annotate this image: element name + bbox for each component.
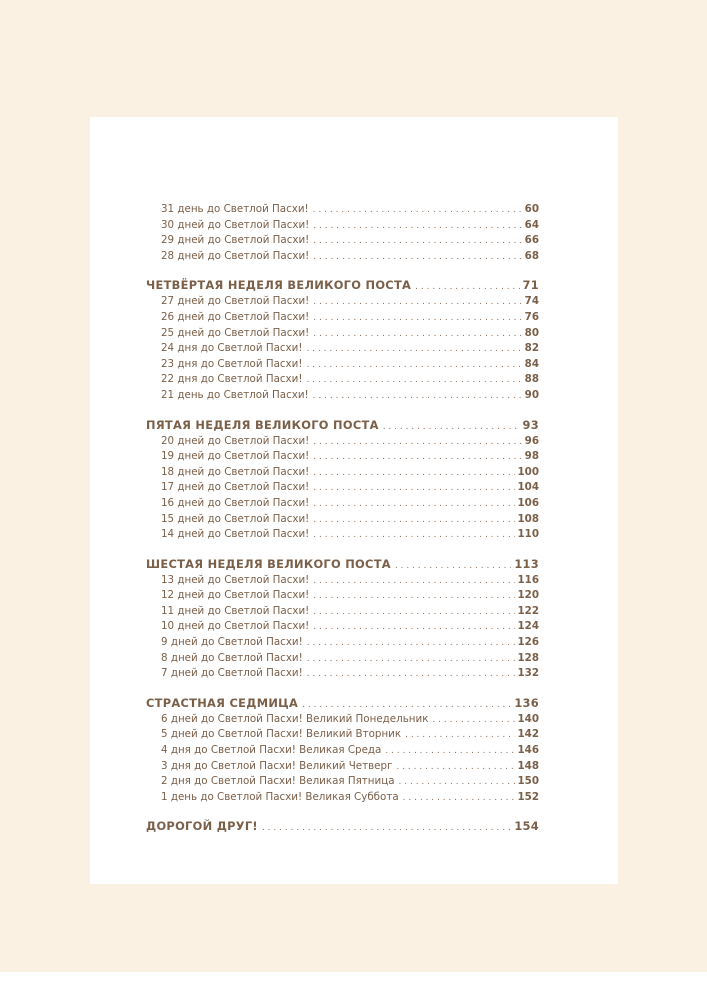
toc-entry-page: 98 <box>524 450 539 463</box>
dot-leader <box>313 513 514 529</box>
toc-entry-title: 31 день до Светлой Пасхи! <box>161 203 309 215</box>
toc-entry-page: 100 <box>517 465 539 478</box>
dot-leader <box>313 234 521 250</box>
toc-entry-page: 152 <box>517 790 539 803</box>
toc-entry-title: 11 дней до Светлой Пасхи! <box>161 604 310 617</box>
dot-leader <box>307 652 515 668</box>
dot-leader <box>383 419 520 436</box>
toc-entry-page: 74 <box>524 295 539 308</box>
toc-entry-page: 82 <box>524 342 539 355</box>
toc-entry-title: 26 дней до Светлой Пасхи! <box>161 310 310 323</box>
dot-leader <box>306 358 521 374</box>
dot-leader <box>306 342 521 358</box>
toc-entry[interactable] <box>146 527 539 543</box>
toc-entry-title: 30 дней до Светлой Пасхи! <box>161 218 310 231</box>
toc-entry[interactable] <box>146 357 539 373</box>
toc-entry-title: 10 дней до Светлой Пасхи! <box>161 620 310 633</box>
toc-entry[interactable] <box>146 573 539 589</box>
toc-entry-title: 21 день до Светлой Пасхи! <box>161 388 309 401</box>
dot-leader <box>313 311 521 327</box>
toc-entry[interactable] <box>146 619 539 635</box>
toc-entry-page: 150 <box>517 775 539 788</box>
toc-entry-page: 116 <box>517 573 539 586</box>
toc-entry-title: 19 дней до Светлой Пасхи! <box>161 450 310 463</box>
toc-section-fourth-week[interactable] <box>146 277 539 294</box>
toc-section-page: 71 <box>522 278 539 293</box>
toc-entry-title: 12 дней до Светлой Пасхи! <box>161 589 310 602</box>
toc-entry[interactable] <box>146 666 539 682</box>
toc-section-fifth-week[interactable] <box>146 417 539 434</box>
toc-entry-title: 4 дня до Светлой Пасхи! Великая Среда <box>161 744 382 757</box>
toc-entry-page: 110 <box>517 528 539 541</box>
toc-entry-page: 88 <box>524 373 539 386</box>
dot-leader <box>313 528 514 544</box>
dot-leader <box>313 219 521 235</box>
toc-entry-title: 28 дней до Светлой Пасхи! <box>161 249 310 262</box>
toc-entry-title: 23 дня до Светлой Пасхи! <box>161 357 303 370</box>
toc-entry-page: 76 <box>524 310 539 323</box>
toc-entry[interactable] <box>146 480 539 496</box>
dot-leader <box>313 203 522 219</box>
dot-leader <box>432 713 514 729</box>
toc-entry[interactable] <box>146 512 539 528</box>
dot-leader <box>262 820 511 837</box>
toc-entry-page: 80 <box>524 326 539 339</box>
toc-entry[interactable] <box>146 434 539 450</box>
toc-entry-title: 18 дней до Светлой Пасхи! <box>161 465 310 478</box>
toc-entry-page: 68 <box>524 249 539 262</box>
toc-entry-title: 1 день до Светлой Пасхи! Великая Суббота <box>161 790 399 803</box>
toc-entry-page: 142 <box>517 728 539 741</box>
document-page <box>90 117 618 884</box>
dot-leader <box>313 466 514 482</box>
dot-leader <box>313 295 521 311</box>
toc-entry[interactable] <box>146 294 539 310</box>
dot-leader <box>307 636 515 652</box>
toc-entry[interactable] <box>146 604 539 620</box>
dot-leader <box>313 435 521 451</box>
toc-entry-title: 9 дней до Светлой Пасхи! <box>161 636 303 649</box>
dot-leader <box>313 250 521 266</box>
bottom-strip <box>0 972 707 1000</box>
dot-leader <box>396 760 514 776</box>
toc-entry-page: 124 <box>517 620 539 633</box>
dot-leader <box>307 667 515 683</box>
toc-entry[interactable] <box>146 496 539 512</box>
toc-entry[interactable] <box>146 759 539 775</box>
toc-entry-page: 120 <box>517 589 539 602</box>
section-gap <box>146 682 539 695</box>
toc-entry-title: 15 дней до Светлой Пасхи! <box>161 512 310 525</box>
toc-entry-title: 2 дня до Светлой Пасхи! Великая Пятница <box>161 775 395 788</box>
toc-entry-page: 126 <box>517 636 539 649</box>
toc-entry-title: 13 дней до Светлой Пасхи! <box>161 573 310 586</box>
dot-leader <box>415 279 519 296</box>
toc-entry-title: 24 дня до Светлой Пасхи! <box>161 342 303 355</box>
toc-entry-page: 64 <box>524 218 539 231</box>
dot-leader <box>313 450 521 466</box>
toc-entry[interactable] <box>146 727 539 743</box>
toc-entry[interactable] <box>146 743 539 759</box>
toc-entry[interactable] <box>146 465 539 481</box>
toc-section-title: СТРАСТНАЯ СЕДМИЦА <box>146 695 299 710</box>
toc-entry[interactable] <box>146 202 539 218</box>
dot-leader <box>313 620 514 636</box>
toc-entry-page: 90 <box>524 388 539 401</box>
section-gap <box>146 805 539 818</box>
dot-leader <box>313 481 514 497</box>
dot-leader <box>395 558 511 575</box>
toc-entry-page: 148 <box>517 759 539 772</box>
toc-entry[interactable] <box>146 233 539 249</box>
toc-entry[interactable] <box>146 651 539 667</box>
toc-entry-title: 14 дней до Светлой Пасхи! <box>161 528 310 541</box>
toc-entry-title: 7 дней до Светлой Пасхи! <box>161 667 303 680</box>
toc-entry-title: 16 дней до Светлой Пасхи! <box>161 496 310 509</box>
toc-entry-page: 106 <box>517 496 539 509</box>
dot-leader <box>306 373 521 389</box>
toc-entry-page: 122 <box>517 604 539 617</box>
toc-section-title: ПЯТАЯ НЕДЕЛЯ ВЕЛИКОГО ПОСТА <box>146 417 379 432</box>
toc-entry-page: 146 <box>517 744 539 757</box>
toc-entry-title: 6 дней до Светлой Пасхи! Великий Понедельник <box>161 712 429 725</box>
toc-section-title: ЧЕТВЁРТАЯ НЕДЕЛЯ ВЕЛИКОГО ПОСТА <box>146 278 412 293</box>
dot-leader <box>313 605 514 621</box>
toc-entry[interactable] <box>146 249 539 265</box>
toc-entry[interactable] <box>146 588 539 604</box>
toc-entry[interactable] <box>146 326 539 342</box>
toc-entry[interactable] <box>146 635 539 651</box>
toc-entry-page: 96 <box>524 434 539 447</box>
toc-section-holy-week[interactable] <box>146 695 539 712</box>
toc-section-dear-friend[interactable] <box>146 818 539 835</box>
dot-leader <box>313 389 522 405</box>
toc-entry[interactable] <box>146 712 539 728</box>
dot-leader <box>313 327 521 343</box>
toc-entry-title: 29 дней до Светлой Пасхи! <box>161 234 310 247</box>
toc-entry-title: 5 дней до Светлой Пасхи! Великий Вторник <box>161 728 402 741</box>
toc-entry-page: 104 <box>517 481 539 494</box>
section-gap <box>146 543 539 556</box>
toc-entry[interactable] <box>146 774 539 790</box>
toc-entry-title: 17 дней до Светлой Пасхи! <box>161 481 310 494</box>
toc-section-title: ДОРОГОЙ ДРУГ! <box>146 819 258 834</box>
dot-leader <box>399 775 515 791</box>
toc-entry-page: 66 <box>524 234 539 247</box>
dot-leader <box>313 589 514 605</box>
dot-leader <box>403 791 515 807</box>
toc-entry[interactable] <box>146 310 539 326</box>
toc-entry-page: 60 <box>524 203 539 215</box>
section-gap <box>146 264 539 277</box>
toc-entry-page: 140 <box>517 712 539 725</box>
toc-entry-title: 25 дней до Светлой Пасхи! <box>161 326 310 339</box>
table-of-contents <box>146 202 539 835</box>
toc-entry-title: 22 дня до Светлой Пасхи! <box>161 373 303 386</box>
dot-leader <box>405 728 514 744</box>
toc-entry-title: 20 дней до Светлой Пасхи! <box>161 434 310 447</box>
dot-leader <box>385 744 514 760</box>
toc-entry-page: 132 <box>517 667 539 680</box>
toc-entry[interactable] <box>146 341 539 357</box>
toc-entry-page: 128 <box>517 651 539 664</box>
toc-entry[interactable] <box>146 218 539 234</box>
toc-entry-page: 84 <box>524 357 539 370</box>
toc-entry[interactable] <box>146 449 539 465</box>
section-gap <box>146 404 539 417</box>
toc-entry-title: 3 дня до Светлой Пасхи! Великий Четверг <box>161 759 393 772</box>
toc-section-page: 113 <box>514 556 539 571</box>
toc-section-page: 136 <box>514 695 539 710</box>
toc-entry-page: 108 <box>517 512 539 525</box>
toc-section-sixth-week[interactable] <box>146 556 539 573</box>
toc-entry[interactable] <box>146 790 539 806</box>
dot-leader <box>313 497 514 513</box>
dot-leader <box>313 574 514 590</box>
toc-entry-title: 27 дней до Светлой Пасхи! <box>161 295 310 308</box>
toc-entry[interactable] <box>146 388 539 404</box>
toc-section-page: 154 <box>514 819 539 834</box>
toc-entry[interactable] <box>146 372 539 388</box>
toc-section-page: 93 <box>522 417 539 432</box>
toc-section-title: ШЕСТАЯ НЕДЕЛЯ ВЕЛИКОГО ПОСТА <box>146 556 391 571</box>
toc-entry-title: 8 дней до Светлой Пасхи! <box>161 651 303 664</box>
